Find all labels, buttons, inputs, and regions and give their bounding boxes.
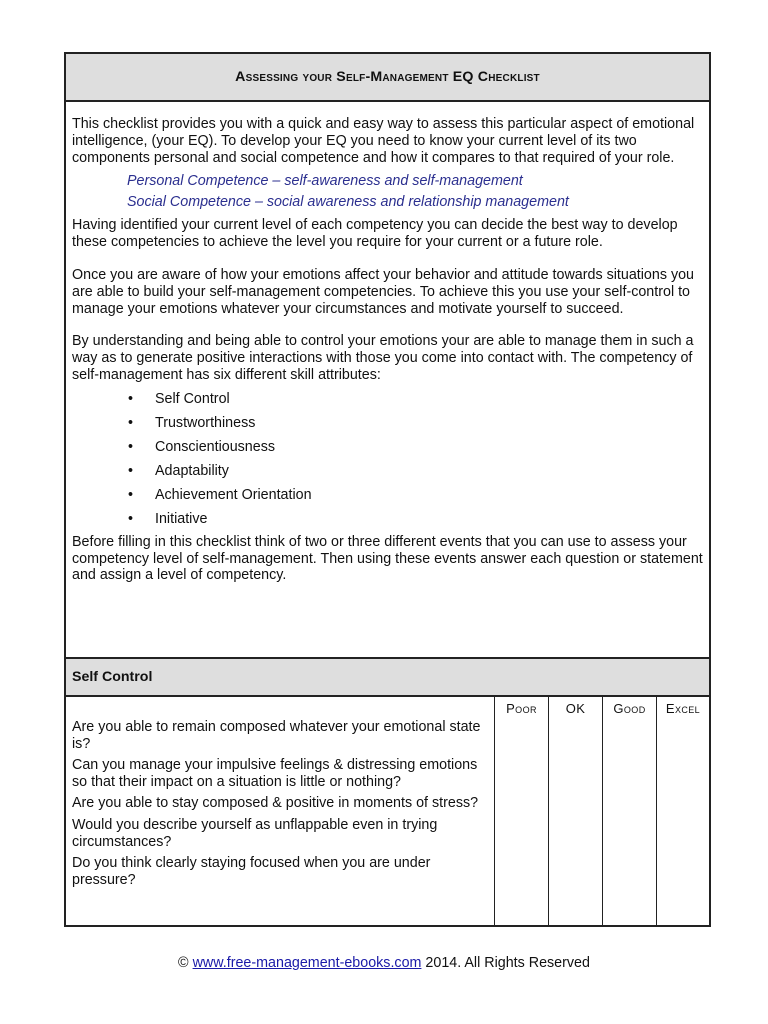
intro-paragraph-4: By understanding and being able to control your emotions your are able to manage them in such a way as to generate positive interactions with those you come into contact with. The competency of self-management has six different skill attributes:: [72, 333, 694, 383]
list-item: • Trustworthiness: [128, 411, 704, 435]
column-divider: [494, 697, 495, 925]
intro-paragraph-3: Once you are aware of how your emotions affect your behavior and attitude towards situations you are able to build your self-management competencies. To achieve this you use your self-control to manage your emotions whatever your circumstances and motivate yourself to succeed.: [72, 266, 695, 317]
column-divider: [602, 697, 603, 925]
rating-header-ok: OK: [565, 701, 586, 716]
list-item: • Self Control: [128, 387, 704, 411]
table-row: Are you able to stay composed & positive in moments of stress?: [72, 795, 479, 812]
list-item: • Initiative: [128, 507, 704, 531]
rights-text: 2014. All Rights Reserved: [425, 955, 590, 971]
personal-competence: Personal Competence – self-awareness and self-management: [127, 173, 523, 190]
list-item: • Conscientiousness: [128, 435, 704, 459]
list-item: • Achievement Orientation: [128, 483, 704, 507]
table-row: Can you manage your impulsive feelings & distressing emotions so that their impact on a situation is little or nothing?: [72, 757, 478, 790]
column-divider: [548, 697, 549, 925]
page-title: Assessing your Self-Management EQ Checklist: [66, 54, 709, 102]
intro-paragraph-1: This checklist provides you with a quick and easy way to assess this particular aspect of emotional intelligence, (your EQ). To develop your EQ you need to know your current level of its two components personal and social competence and how it compares to that required of your role.: [72, 116, 695, 166]
table-row: Are you able to remain composed whatever your emotional state is?: [72, 719, 481, 752]
intro-section: [72, 116, 704, 584]
column-divider: [656, 697, 657, 925]
rating-header-excel: Excel: [665, 701, 701, 716]
skill-attribute-list: [128, 387, 704, 531]
table-row: Would you describe yourself as unflappable even in trying circumstances?: [72, 816, 438, 850]
rating-header-good: Good: [613, 701, 646, 716]
social-competence: Social Competence – social awareness and relationship management: [127, 194, 569, 211]
intro-paragraph-2: Having identified your current level of each competency you can decide the best way to develop these competencies to achieve the level you require for your current or a future role.: [72, 217, 678, 251]
intro-paragraph-5: Before filling in this checklist think of two or three different events that you can use to assess your competency level of self-management. Then using these events answer each question or statement and assign a level of competency.: [72, 533, 703, 584]
section-title: Self Control: [66, 657, 709, 697]
checklist-frame: [64, 52, 711, 927]
rating-table: [66, 697, 709, 925]
competence-list: [127, 171, 704, 213]
list-item: • Adaptability: [128, 459, 704, 483]
rating-header-poor: Poor: [506, 701, 537, 716]
page-footer: [0, 955, 768, 971]
website-link[interactable]: www.free-management-ebooks.com: [192, 955, 422, 971]
table-row: Do you think clearly staying focused when you are under pressure?: [72, 855, 431, 888]
copyright-symbol: ©: [178, 955, 189, 971]
question-column: [72, 719, 490, 893]
